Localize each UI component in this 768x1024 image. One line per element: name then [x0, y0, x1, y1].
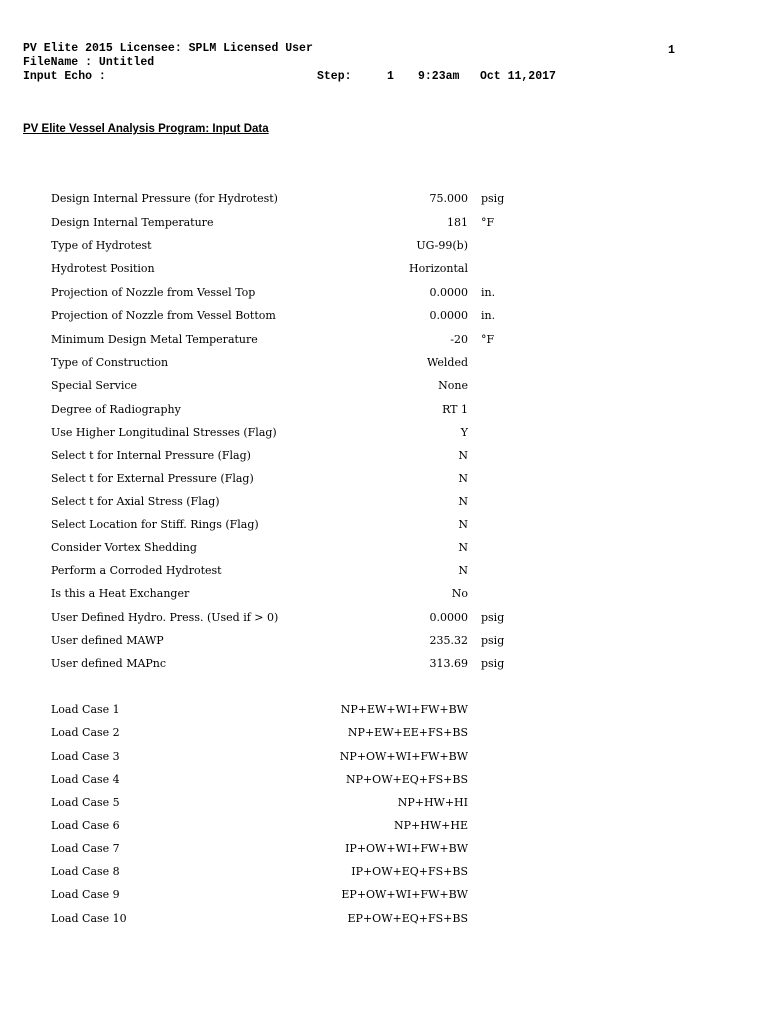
load-case-label: Load Case 5 [51, 796, 120, 809]
param-label: User Defined Hydro. Press. (Used if > 0) [51, 611, 279, 624]
param-row [0, 518, 768, 534]
param-row [0, 472, 768, 488]
param-label: Design Internal Pressure (for Hydrotest) [51, 192, 278, 205]
param-unit: in. [481, 309, 496, 322]
load-case-value: EP+OW+WI+FW+BW [341, 888, 468, 901]
header-step-label: Step: [317, 70, 352, 83]
param-value: N [458, 449, 468, 462]
param-label: Projection of Nozzle from Vessel Top [51, 286, 256, 299]
param-row [0, 541, 768, 557]
param-row [0, 333, 768, 349]
param-value: 181 [447, 216, 468, 229]
param-row [0, 309, 768, 325]
param-label: User defined MAWP [51, 634, 164, 647]
load-case-value: IP+OW+EQ+FS+BS [351, 865, 468, 878]
param-row [0, 449, 768, 465]
param-row [0, 262, 768, 278]
load-case-value: NP+OW+EQ+FS+BS [345, 773, 468, 786]
param-unit: psig [481, 634, 505, 647]
param-value: N [458, 564, 468, 577]
load-case-row [0, 773, 768, 789]
load-case-row [0, 819, 768, 835]
param-value: 0.0000 [429, 611, 468, 624]
param-value: 0.0000 [429, 286, 468, 299]
load-case-value: NP+HW+HI [397, 796, 468, 809]
param-unit: °F [481, 333, 495, 346]
param-label: Select t for Internal Pressure (Flag) [51, 449, 251, 462]
param-value: -20 [450, 333, 468, 346]
param-label: Select t for External Pressure (Flag) [51, 472, 254, 485]
page-title: PV Elite Vessel Analysis Program: Input Data [23, 123, 269, 135]
load-case-label: Load Case 7 [51, 842, 120, 855]
param-value: Welded [426, 356, 468, 369]
param-value: N [458, 541, 468, 554]
param-row [0, 611, 768, 627]
param-value: RT 1 [442, 403, 468, 416]
param-label: Design Internal Temperature [51, 216, 214, 229]
load-case-label: Load Case 9 [51, 888, 120, 901]
load-case-label: Load Case 2 [51, 726, 120, 739]
param-row [0, 192, 768, 208]
load-case-value: EP+OW+EQ+FS+BS [347, 912, 468, 925]
header-date: Oct 11,2017 [480, 70, 556, 83]
load-case-value: NP+EW+WI+FW+BW [340, 703, 468, 716]
header-input-echo-label: Input Echo : [23, 70, 106, 83]
param-value: Y [460, 426, 468, 439]
param-unit: psig [481, 611, 505, 624]
param-row [0, 356, 768, 372]
param-unit: °F [481, 216, 495, 229]
param-row [0, 634, 768, 650]
load-case-row [0, 912, 768, 928]
load-case-label: Load Case 3 [51, 750, 120, 763]
load-case-value: NP+HW+HE [394, 819, 468, 832]
param-row [0, 216, 768, 232]
param-row [0, 657, 768, 673]
param-row [0, 379, 768, 395]
param-value: 313.69 [429, 657, 468, 670]
param-value: 0.0000 [429, 309, 468, 322]
param-label: Minimum Design Metal Temperature [51, 333, 258, 346]
param-label: Degree of Radiography [51, 403, 181, 416]
param-value: N [458, 518, 468, 531]
header-step-value: 1 [387, 70, 394, 83]
param-value: N [458, 495, 468, 508]
param-row [0, 564, 768, 580]
param-unit: psig [481, 192, 505, 205]
param-row [0, 403, 768, 419]
param-value: 75.000 [429, 192, 468, 205]
param-value: 235.32 [429, 634, 468, 647]
header-licensee-line: PV Elite 2015 Licensee: SPLM Licensed User [23, 42, 313, 55]
param-label: Is this a Heat Exchanger [51, 587, 190, 600]
load-case-value: IP+OW+WI+FW+BW [345, 842, 468, 855]
param-value: N [458, 472, 468, 485]
header-time: 9:23am [418, 70, 460, 83]
param-row [0, 587, 768, 603]
load-case-label: Load Case 4 [51, 773, 120, 786]
param-label: Consider Vortex Shedding [51, 541, 197, 554]
load-case-label: Load Case 6 [51, 819, 120, 832]
param-label: User defined MAPnc [51, 657, 167, 670]
header-filename-line: FileName : Untitled [23, 56, 155, 69]
param-label: Select t for Axial Stress (Flag) [51, 495, 220, 508]
page-number: 1 [668, 44, 675, 57]
load-case-label: Load Case 1 [51, 703, 120, 716]
load-case-value: NP+EW+EE+FS+BS [347, 726, 468, 739]
load-case-row [0, 888, 768, 904]
param-value: No [451, 587, 468, 600]
param-row [0, 286, 768, 302]
load-case-row [0, 796, 768, 812]
load-case-row [0, 842, 768, 858]
load-case-row [0, 726, 768, 742]
param-row [0, 495, 768, 511]
load-case-value: NP+OW+WI+FW+BW [339, 750, 468, 763]
param-value: None [438, 379, 468, 392]
param-label: Use Higher Longitudinal Stresses (Flag) [51, 426, 277, 439]
param-unit: in. [481, 286, 496, 299]
param-unit: psig [481, 657, 505, 670]
load-case-row [0, 750, 768, 766]
param-label: Hydrotest Position [51, 262, 155, 275]
param-value: UG-99(b) [416, 239, 468, 252]
param-row [0, 426, 768, 442]
param-label: Special Service [51, 379, 138, 392]
load-case-label: Load Case 8 [51, 865, 120, 878]
param-label: Type of Construction [51, 356, 169, 369]
param-label: Type of Hydrotest [51, 239, 152, 252]
load-case-row [0, 865, 768, 881]
param-label: Select Location for Stiff. Rings (Flag) [51, 518, 259, 531]
param-label: Perform a Corroded Hydrotest [51, 564, 222, 577]
load-case-label: Load Case 10 [51, 912, 127, 925]
param-label: Projection of Nozzle from Vessel Bottom [51, 309, 276, 322]
param-value: Horizontal [409, 262, 468, 275]
load-case-row [0, 703, 768, 719]
param-row [0, 239, 768, 255]
